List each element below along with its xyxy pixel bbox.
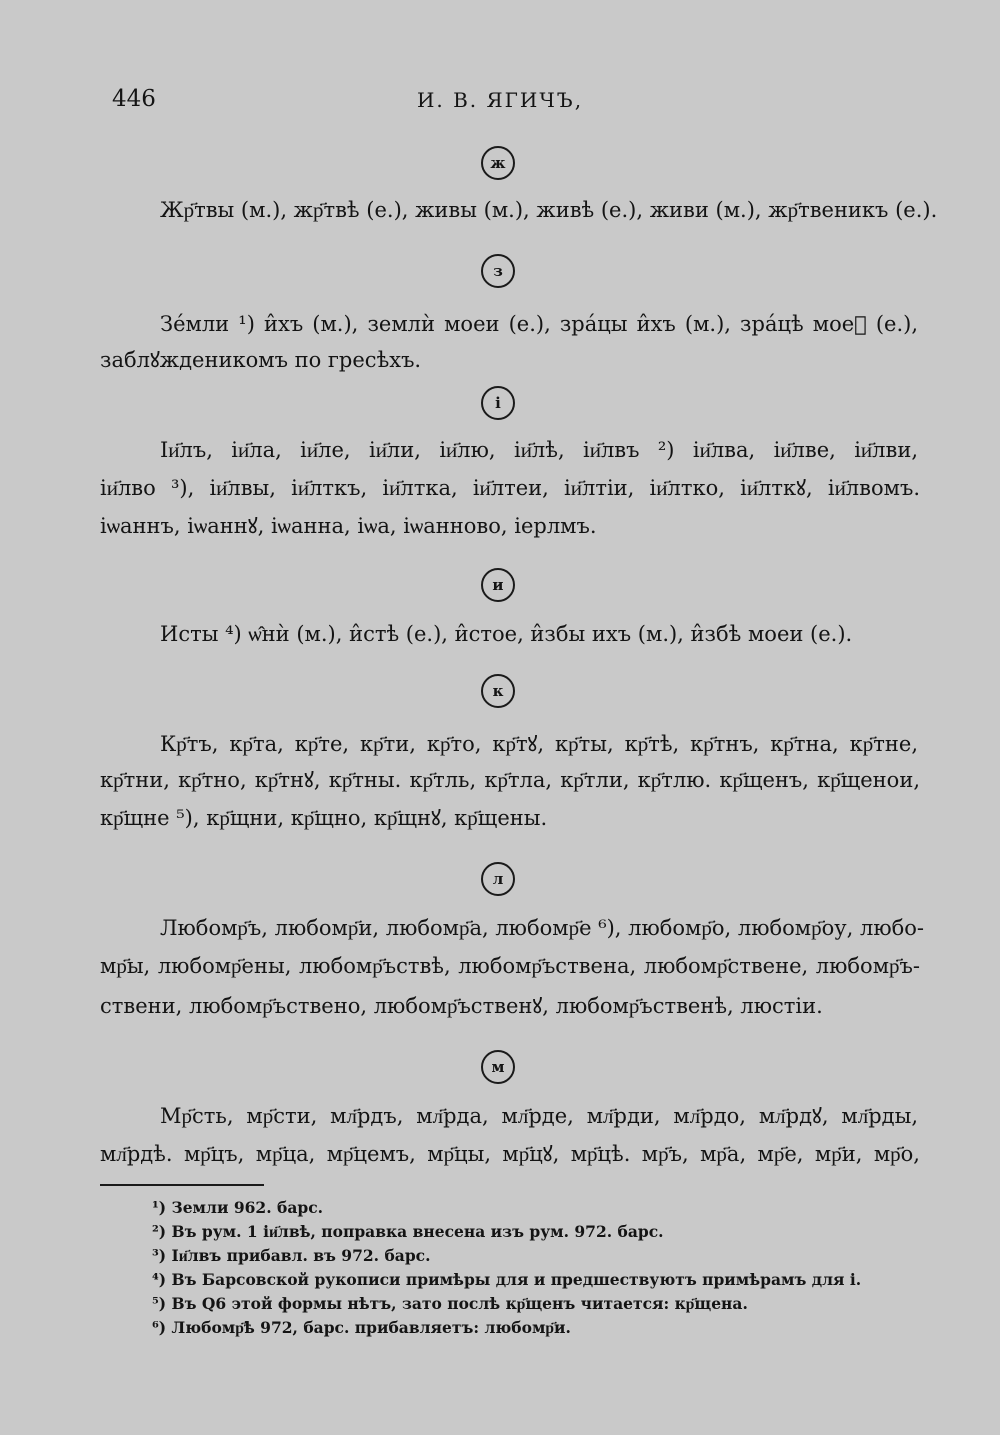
section-letter-m: м xyxy=(481,1050,515,1084)
section-letter-i: и xyxy=(481,568,515,602)
section-letter-zh: ж xyxy=(481,146,515,180)
text-line: Кр҃тъ, кр҃та, кр҃те, кр҃ти, кр҃то, кр҃тꙋ, кр҃ты, кр҃тѣ, кр҃тнъ, кр҃тна, кр҃тне, xyxy=(160,732,918,756)
running-head: И. В. ЯГИЧЪ, xyxy=(416,88,584,112)
footnote-4: ⁴) Въ Барсовской рукописи примѣры для и предшествуютъ примѣрамъ для і. xyxy=(152,1270,862,1289)
text-line: іи҃лво ³), іи҃лвы, іи҃лткъ, іи҃лтка, іи҃лтеи, іи҃лтіи, іи҃лтко, іи҃лткꙋ, іи҃лвомъ. xyxy=(100,476,920,500)
text-line: заблꙋжденикомъ по гресѣхъ. xyxy=(100,348,422,372)
text-line: Исты ⁴) ѡ̂нѝ (м.), и̂стѣ (е.), и̂стое, и̂збы ихъ (м.), и̂збѣ моеи (е.). xyxy=(160,622,853,646)
footnote-2: ²) Въ рум. 1 іи҃лвѣ, поправка внесена изъ рум. 972. барс. xyxy=(152,1222,664,1241)
footnote-3: ³) Іи҃лвъ прибавл. въ 972. барс. xyxy=(152,1246,431,1265)
footnote-5: ⁵) Въ Q6 этой формы нѣтъ, зато послѣ кр҃щенъ читается: кр҃щена. xyxy=(152,1294,748,1313)
section-letter-z: з xyxy=(481,254,515,288)
text-line: мр҃ы, любомр҃ены, любомр҃ъствѣ, любомр҃ъствена, любомр҃ствене, любомр҃ъ- xyxy=(100,954,920,978)
text-line: Жр҃твы (м.), жр҃твѣ (е.), живы (м.), живѣ (е.), живи (м.), жр҃твеникъ (е.). xyxy=(160,198,938,222)
text-line: кр҃щне ⁵), кр҃щни, кр҃щно, кр҃щнꙋ, кр҃щены. xyxy=(100,806,548,830)
text-line: Мр҃сть, мр҃сти, мл҃рдъ, мл҃рда, мл҃рде, мл҃рди, мл҃рдо, мл҃рдꙋ, мл҃рды, xyxy=(160,1104,918,1128)
footnote-6: ⁶) Любомр҃ѣ 972, барс. прибавляетъ: любомр҃и. xyxy=(152,1318,571,1337)
footnote-rule xyxy=(100,1184,264,1186)
text-line: Любомр҃ъ, любомр҃и, любомр҃а, любомр҃е ⁶), любомр҃о, любомр҃оу, любо- xyxy=(160,916,924,940)
section-letter-k: к xyxy=(481,674,515,708)
page-header xyxy=(0,86,1000,116)
text-line: Іи҃лъ, іи҃ла, іи҃ле, іи҃ли, іи҃лю, іи҃лѣ, іи҃лвъ ²) іи҃лва, іи҃лве, іи҃лви, xyxy=(160,438,918,462)
page-number: 446 xyxy=(112,86,156,112)
footnote-1: ¹) Земли 962. барс. xyxy=(152,1198,324,1217)
section-letter-l: л xyxy=(481,862,515,896)
section-letter-i-decimal: і xyxy=(481,386,515,420)
text-line: ствени, любомр҃ъствено, любомр҃ъственꙋ, любомр҃ъственѣ, люстіи. xyxy=(100,994,823,1018)
text-line: кр҃тни, кр҃тно, кр҃тнꙋ, кр҃тны. кр҃тль, кр҃тла, кр҃тли, кр҃тлю. кр҃щенъ, кр҃щенои, xyxy=(100,768,920,792)
text-line: іѡаннъ, іѡаннꙋ, іѡанна, іѡа, іѡанново, іерлмъ. xyxy=(100,514,597,538)
text-line: Зе́мли ¹) и̂хъ (м.), землѝ моеи (е.), зра́цы и̂хъ (м.), зра́цѣ моеⷨ (е.), xyxy=(160,312,918,336)
text-line: мл҃рдѣ. мр҃цъ, мр҃ца, мр҃цемъ, мр҃цы, мр҃цꙋ, мр҃цѣ. мр҃ъ, мр҃а, мр҃е, мр҃и, мр҃о, xyxy=(100,1142,920,1166)
